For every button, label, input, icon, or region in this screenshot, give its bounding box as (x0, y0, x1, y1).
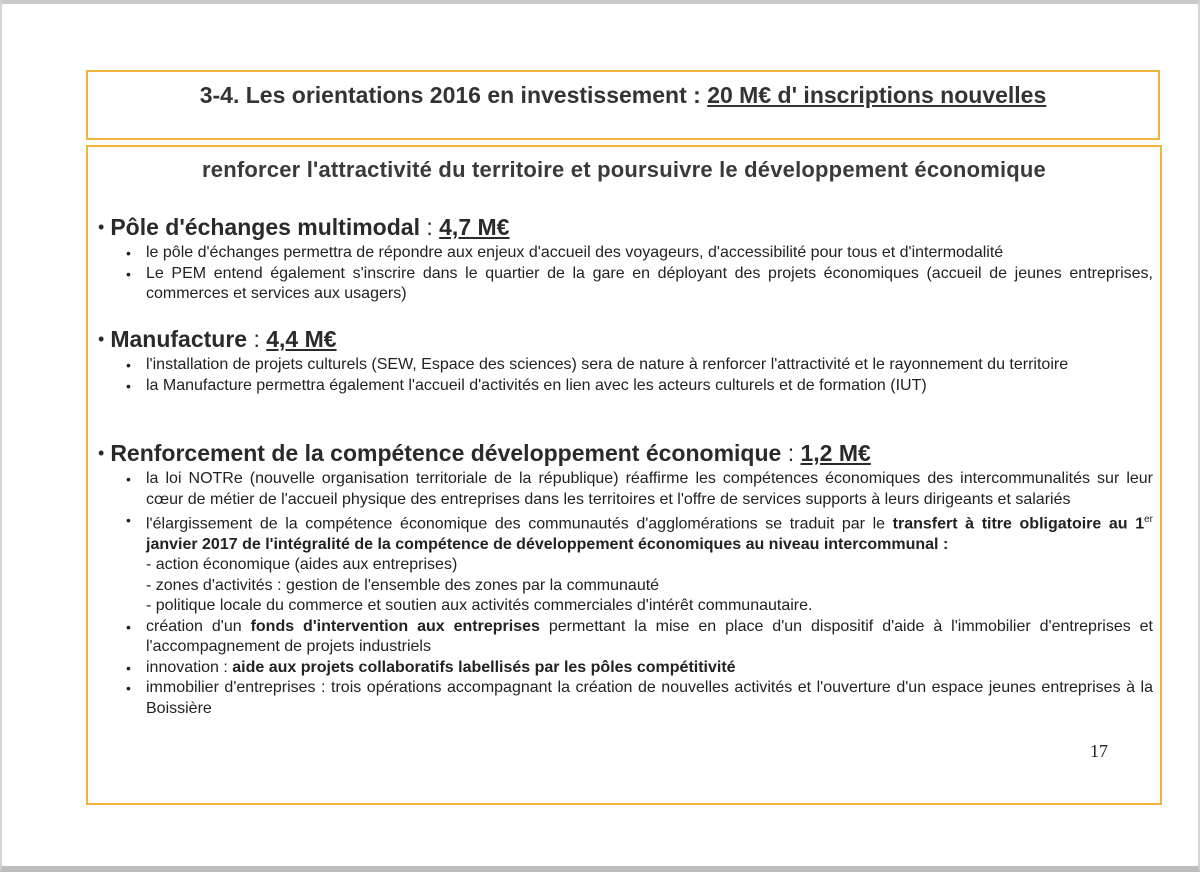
section-heading: • Renforcement de la compétence développement économique : 1,2 M€ (98, 440, 871, 466)
page-number: 17 (1090, 741, 1108, 761)
bullet-icon: • (98, 443, 105, 463)
item-text: l'élargissement de la compétence économique des communautés d'agglomérations se traduit par le (146, 515, 893, 533)
heading-amount: 1,2 M€ (800, 440, 871, 466)
list-item (126, 376, 1153, 397)
item-text: Le PEM entend également s'inscrire dans le quartier de la gare en déployant des projets économiques (accueil de jeunes entreprises, commerces et services aux usagers) (146, 264, 1153, 302)
page-title (200, 82, 1047, 109)
title-box (86, 70, 1160, 140)
list-item (126, 658, 1153, 679)
item-bold: janvier 2017 de l'intégralité de la compétence de développement économiques au niveau intercommunal : (146, 535, 949, 553)
item-list (98, 355, 1153, 396)
title-prefix: 3-4. Les orientations 2016 en investissement : (199, 82, 708, 108)
sub-item: - politique locale du commerce et soutien aux activités commerciales d'intérêt communautaire. (146, 597, 813, 615)
heading-amount: 4,4 M€ (266, 326, 337, 352)
bullet-icon: • (126, 659, 131, 676)
bullet-icon: • (126, 245, 131, 261)
list-item (126, 355, 1153, 376)
item-bold: transfert à titre obligatoire au 1 (892, 515, 1145, 533)
bullet-icon: • (126, 618, 131, 635)
item-text: la loi NOTRe (nouvelle organisation territoriale de la république) réaffirme les compétences économiques des intercommunalités sur leur cœur de métier de l'accueil physique des entreprises dans les territoires et l'offre de services supports à leurs dirigeants et salariés (146, 470, 1153, 508)
section-eco (98, 439, 1153, 719)
heading-text: Pôle d'échanges multimodal (110, 214, 420, 240)
item-bold: aide aux projets collaboratifs labellisés par les pôles compétitivité (232, 658, 736, 676)
bullet-icon: • (126, 265, 131, 282)
heading-amount: 4,7 M€ (439, 214, 510, 240)
list-item (126, 678, 1153, 719)
item-text: le pôle d'échanges permettra de répondre aux enjeux d'accueil des voyageurs, d'accessibilité pour tous et d'intermodalité (146, 244, 1004, 261)
bullet-icon: • (126, 357, 131, 373)
item-text: création d'un (146, 617, 251, 635)
item-list (98, 469, 1153, 719)
item-text: immobilier d'entreprises : trois opérations accompagnant la création de nouvelles activités et l'ouverture d'un espace jeunes entreprises à la Boissière (146, 679, 1153, 717)
section-heading: • Pôle d'échanges multimodal : 4,7 M€ (98, 214, 510, 240)
section-manufacture (98, 325, 1153, 396)
item-text: innovation : (146, 658, 233, 676)
item-text: permettant la mise en place d'un dispositif d'aide à l'immobilier d'entreprises et l'accompagnement de projets industriels (146, 617, 1154, 656)
bullet-icon: • (126, 471, 131, 487)
bullet-icon: • (98, 217, 105, 237)
list-item (126, 264, 1153, 305)
item-text: l'installation de projets culturels (SEW, Espace des sciences) sera de nature à renforcer l'attractivité et le rayonnement du territoire (146, 356, 1069, 373)
heading-text: Renforcement de la compétence développement économique (110, 440, 782, 466)
sub-item: - zones d'activités : gestion de l'ensemble des zones par la communauté (146, 576, 660, 594)
section-pem (98, 213, 1153, 305)
sub-item: - action économique (aides aux entreprises) (146, 556, 458, 574)
item-sup: er (1144, 514, 1153, 525)
bullet-icon: • (98, 329, 105, 349)
list-item (126, 617, 1153, 658)
list-item (126, 469, 1153, 510)
subtitle: renforcer l'attractivité du territoire et poursuivre le développement économique (202, 157, 1046, 182)
item-list (98, 243, 1153, 305)
list-item (126, 243, 1153, 264)
item-bold: fonds d'intervention aux entreprises (250, 617, 540, 635)
list-item (126, 510, 1153, 617)
section-heading: • Manufacture : 4,4 M€ (98, 326, 337, 352)
bullet-icon: • (126, 512, 131, 528)
item-text: la Manufacture permettra également l'accueil d'activités en lien avec les acteurs culturels et de formation (IUT) (146, 376, 927, 394)
bullet-icon: • (126, 377, 131, 394)
bullet-icon: • (126, 680, 131, 697)
heading-text: Manufacture (110, 326, 248, 352)
title-emphasis: 20 M€ d' inscriptions nouvelles (707, 82, 1047, 108)
content-box (86, 145, 1162, 805)
